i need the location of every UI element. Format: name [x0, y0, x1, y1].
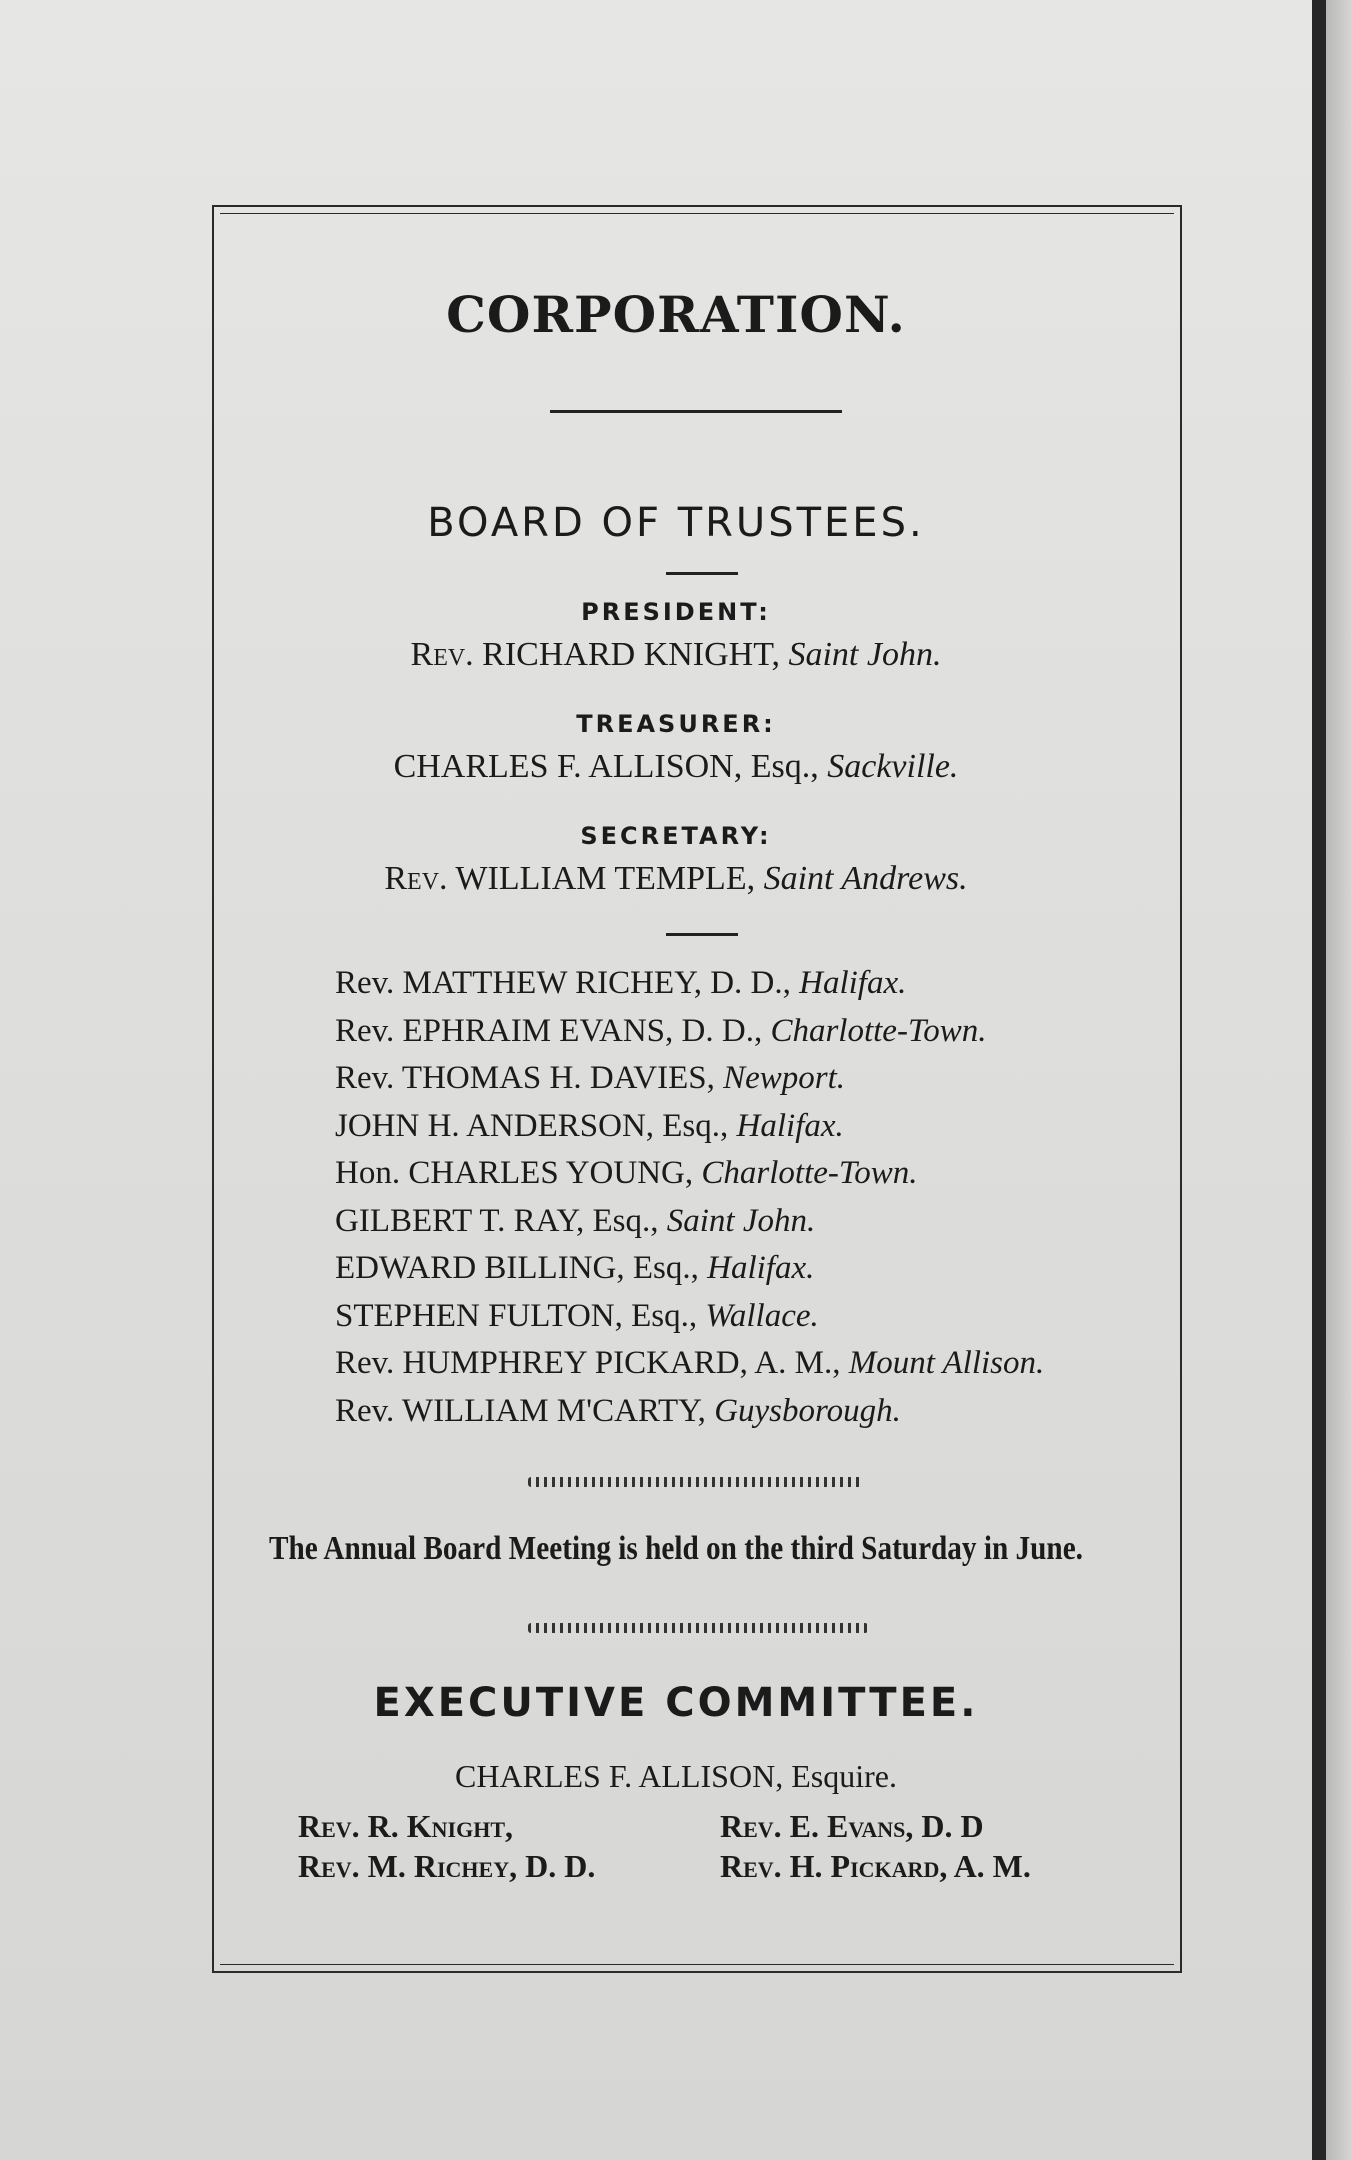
officers-rule	[666, 933, 738, 936]
trustee-place: Saint John.	[666, 1202, 816, 1239]
secretary-name: Rev. WILLIAM TEMPLE,	[384, 860, 756, 897]
board-title: BOARD OF TRUSTEES.	[427, 500, 925, 546]
committee-member: Rev. M. Richey, D. D.	[298, 1848, 596, 1884]
title-rule	[550, 410, 842, 413]
list-item	[335, 1245, 1044, 1293]
trustee-name: Rev. EPHRAIM EVANS, D. D.,	[335, 1012, 763, 1049]
trustee-place: Charlotte-Town.	[770, 1012, 987, 1049]
trustee-place: Wallace.	[705, 1297, 819, 1334]
secretary-place: Saint Andrews.	[763, 860, 968, 897]
list-item	[335, 1150, 1044, 1198]
list-item	[335, 1103, 1044, 1151]
trustee-name: Rev. THOMAS H. DAVIES,	[335, 1060, 715, 1096]
trustee-place: Guysborough.	[714, 1392, 901, 1429]
wavy-divider-top	[528, 1477, 864, 1487]
list-item	[335, 1293, 1044, 1341]
list-item	[335, 960, 1044, 1008]
list-item	[335, 1388, 1044, 1436]
treasurer-line	[0, 748, 1352, 786]
president-name: Rev. RICHARD KNIGHT,	[410, 636, 780, 673]
trustee-name: STEPHEN FULTON, Esq.,	[335, 1297, 698, 1334]
page-title: CORPORATION.	[446, 285, 906, 344]
trustee-name: JOHN H. ANDERSON, Esq.,	[335, 1107, 729, 1144]
board-title-rule	[666, 572, 738, 575]
trustee-name: Rev. WILLIAM M'CARTY,	[335, 1392, 706, 1429]
trustee-place: Halifax.	[736, 1107, 844, 1144]
trustee-name: EDWARD BILLING, Esq.,	[335, 1250, 699, 1286]
president-label: PRESIDENT:	[581, 598, 771, 626]
trustee-place: Mount Allison.	[848, 1345, 1045, 1381]
secretary-line	[0, 860, 1352, 898]
committee-member: Rev. H. Pickard, A. M.	[720, 1848, 1031, 1884]
secretary-label: SECRETARY:	[580, 822, 772, 850]
executive-chair: CHARLES F. ALLISON, Esquire.	[455, 1758, 897, 1794]
committee-member: Rev. E. Evans, D. D	[720, 1808, 984, 1844]
trustee-name: Rev. HUMPHREY PICKARD, A. M.,	[335, 1345, 841, 1381]
trustee-place: Newport.	[723, 1060, 846, 1096]
president-place: Saint John.	[788, 636, 942, 673]
treasurer-place: Sackville.	[827, 748, 959, 785]
trustee-name: Rev. MATTHEW RICHEY, D. D.,	[335, 965, 791, 1001]
trustee-place: Charlotte-Town.	[701, 1155, 918, 1191]
list-item	[335, 1008, 1044, 1056]
trustee-place: Halifax.	[799, 965, 907, 1001]
trustee-list	[335, 960, 1044, 1435]
trustee-name: GILBERT T. RAY, Esq.,	[335, 1202, 659, 1239]
meeting-note: The Annual Board Meeting is held on the third Saturday in June.	[268, 1530, 1083, 1567]
list-item	[335, 1340, 1044, 1388]
treasurer-name: CHARLES F. ALLISON, Esq.,	[393, 748, 819, 785]
list-item	[335, 1198, 1044, 1246]
committee-member: Rev. R. Knight,	[298, 1808, 514, 1844]
president-line	[0, 636, 1352, 674]
trustee-place: Halifax.	[707, 1250, 815, 1286]
treasurer-label: TREASURER:	[576, 710, 776, 738]
trustee-name: Hon. CHARLES YOUNG,	[335, 1155, 694, 1191]
wavy-divider-bottom	[528, 1623, 868, 1633]
executive-title: EXECUTIVE COMMITTEE.	[373, 1680, 979, 1726]
list-item	[335, 1055, 1044, 1103]
